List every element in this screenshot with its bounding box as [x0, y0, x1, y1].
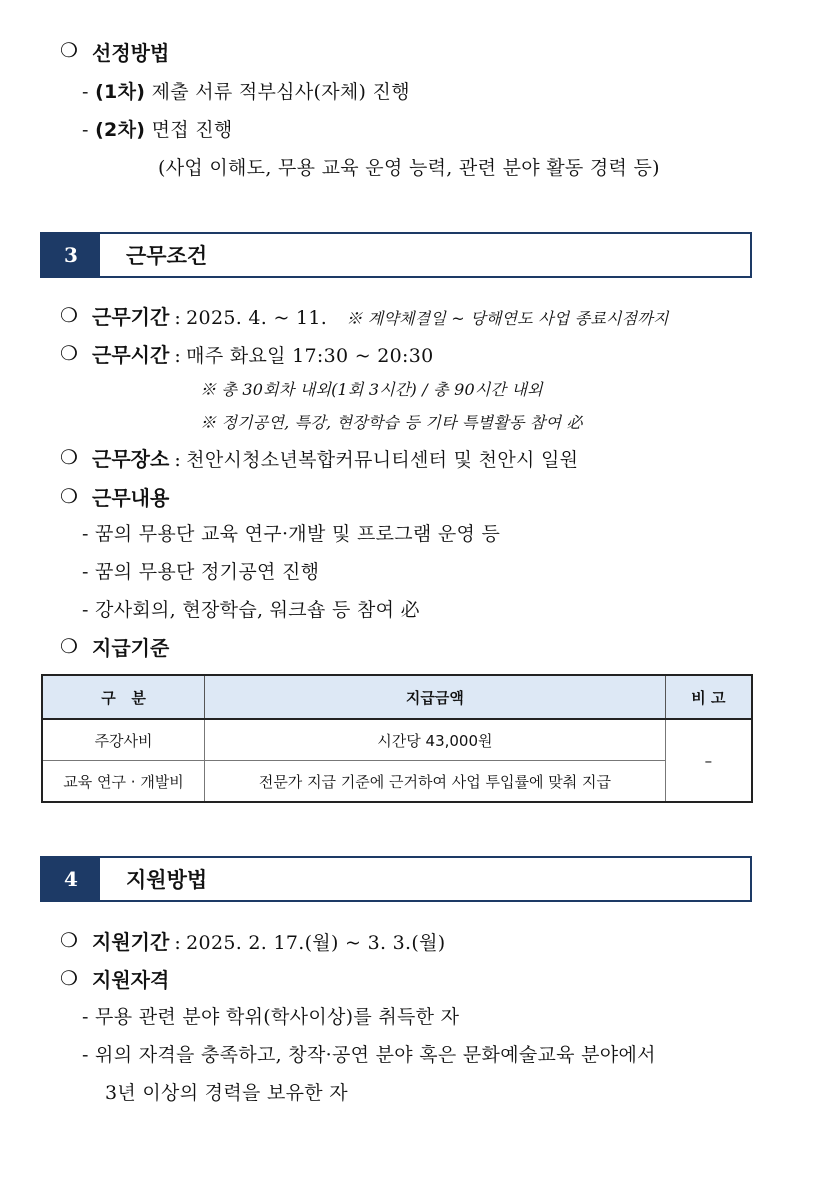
work-period-note: ※ 계약체결일 ~ 당해연도 사업 종료시점까지 [346, 309, 669, 328]
remark-cell: – [665, 719, 752, 802]
table-row [42, 761, 752, 803]
row-1-amount: 시간당 43,000원 [205, 719, 666, 761]
work-time-note-1: ※ 총 30회차 내외(1회 3시간) / 총 90시간 내외 [200, 380, 543, 399]
work-content-label: 근무내용 [92, 486, 170, 510]
header-category: 구 분 [42, 675, 205, 719]
row-2-category: 교육 연구 · 개발비 [42, 761, 205, 803]
work-content-item-3: - 강사회의, 현장학습, 워크숍 등 참여 必 [82, 599, 420, 621]
pay-table [41, 674, 753, 803]
section-3-header [40, 232, 752, 278]
pay-label: 지급기준 [92, 636, 170, 660]
selection-heading: 선정방법 [92, 41, 170, 65]
selection-detail: (사업 이해도, 무용 교육 운영 능력, 관련 분야 활동 경력 등) [158, 157, 660, 179]
work-time-label: 근무시간 [92, 343, 170, 367]
qualification-label: 지원자격 [92, 968, 170, 992]
work-place-value: 천안시청소년복합커뮤니티센터 및 천안시 일원 [186, 449, 579, 471]
bullet-circle-icon: ❍ [60, 303, 78, 327]
apply-period [92, 926, 445, 955]
selection-item-1-text: 제출 서류 적부심사(자체) 진행 [151, 81, 410, 103]
dash: - [82, 81, 89, 103]
qualification-continuation: 3년 이상의 경력을 보유한 자 [105, 1082, 348, 1104]
bullet-circle-icon: ❍ [60, 928, 78, 952]
work-period [92, 301, 669, 330]
selection-item-2-label: (2차) [95, 119, 146, 141]
section-4-header [40, 856, 752, 902]
table-row [42, 719, 752, 761]
apply-period-label: 지원기간 [92, 930, 170, 954]
work-content-item-2: - 꿈의 무용단 정기공연 진행 [82, 561, 320, 583]
work-time-note-2: ※ 정기공연, 특강, 현장학습 등 기타 특별활동 참여 必 [200, 413, 583, 432]
selection-item-2 [82, 115, 233, 142]
selection-item-2-text: 면접 진행 [151, 119, 233, 141]
separator: : [174, 307, 182, 329]
bullet-circle-icon: ❍ [60, 38, 78, 62]
section-3-number: 3 [42, 234, 100, 276]
section-4-number: 4 [42, 858, 100, 900]
work-period-value: 2025. 4. ~ 11. [186, 307, 328, 329]
work-time [92, 339, 434, 368]
work-time-value: 매주 화요일 17:30 ~ 20:30 [186, 345, 434, 367]
work-place-label: 근무장소 [92, 447, 170, 471]
apply-period-value: 2025. 2. 17.(월) ~ 3. 3.(월) [186, 932, 446, 954]
selection-item-1 [82, 77, 410, 104]
pay-table-header-row [42, 675, 752, 719]
header-remark: 비 고 [665, 675, 752, 719]
row-1-category: 주강사비 [42, 719, 205, 761]
separator: : [174, 345, 182, 367]
work-place [92, 443, 578, 472]
bullet-circle-icon: ❍ [60, 966, 78, 990]
header-amount: 지급금액 [205, 675, 666, 719]
dash: - [82, 119, 89, 141]
bullet-circle-icon: ❍ [60, 484, 78, 508]
qualification-item-2: - 위의 자격을 충족하고, 창작·공연 분야 혹은 문화예술교육 분야에서 [82, 1044, 656, 1066]
separator: : [174, 932, 182, 954]
row-2-amount: 전문가 지급 기준에 근거하여 사업 투입률에 맞춰 지급 [205, 761, 666, 803]
work-period-label: 근무기간 [92, 305, 170, 329]
separator: : [174, 449, 182, 471]
work-content-item-1: - 꿈의 무용단 교육 연구·개발 및 프로그램 운영 등 [82, 523, 501, 545]
bullet-circle-icon: ❍ [60, 634, 78, 658]
selection-item-1-label: (1차) [95, 81, 146, 103]
bullet-circle-icon: ❍ [60, 445, 78, 469]
qualification-item-1: - 무용 관련 분야 학위(학사이상)를 취득한 자 [82, 1006, 460, 1028]
section-4-title: 지원방법 [126, 868, 208, 892]
section-3-title: 근무조건 [126, 244, 208, 268]
bullet-circle-icon: ❍ [60, 341, 78, 365]
